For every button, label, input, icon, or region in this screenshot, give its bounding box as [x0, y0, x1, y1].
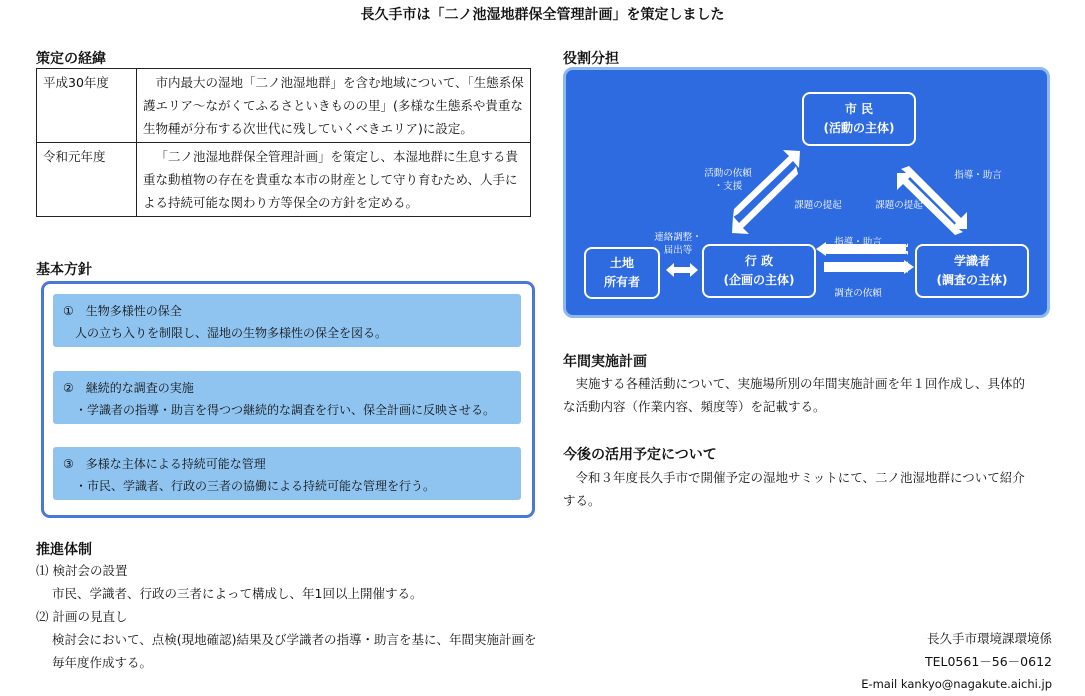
label-guidance-mid: 指導・助言	[834, 237, 882, 248]
policy-item-title: ③ 多様な主体による持続可能な管理	[63, 457, 266, 471]
node-role: (調査の主体)	[936, 273, 1008, 287]
arrow-owner-admin	[666, 263, 698, 277]
node-name: 行 政	[744, 254, 774, 268]
history-table	[36, 68, 531, 217]
node-admin	[702, 244, 816, 298]
annual-heading: 年間実施計画	[563, 354, 647, 370]
contact-dept: 長久手市環境課環境係	[926, 631, 1052, 646]
arrow-shaft	[824, 262, 906, 272]
node-role: (活動の主体)	[823, 121, 895, 135]
page-title: 長久手市は「二ノ池湿地群保全管理計画」を策定しました	[360, 7, 725, 23]
label-activity-request: 活動の依頼 ・支援	[704, 168, 752, 192]
label-liaison: 連絡調整・ 届出等	[654, 232, 702, 256]
history-text: 市内最大の湿地「二ノ池湿地群」を含む地域について、「生態系保護エリア～ながくてふるさといきものの里」(多様な生態系や貴重な生物種が分布する次世代に残していくべきエリア)に設定。	[137, 69, 531, 143]
policy-item-title: ① 生物多様性の保全	[63, 304, 182, 318]
policy-item	[53, 447, 521, 500]
future-heading: 今後の活用予定について	[563, 447, 717, 463]
policy-item	[53, 294, 521, 347]
table-row	[37, 69, 531, 143]
contact-email: E-mail kankyo@nagakute.aichi.jp	[861, 677, 1052, 691]
contact-tel: TEL0561－56－0612	[924, 654, 1052, 669]
label-proposal-left: 課題の提起	[794, 200, 842, 211]
structure-item-title: ⑵ 計画の見直し	[36, 609, 128, 624]
structure-item-body: 検討会において、点検(現地確認)結果及び学識者の指導・助言を基に、年間実施計画を毎年度作成する。	[52, 632, 537, 670]
structure-heading: 推進体制	[36, 542, 92, 558]
policy-item-desc: 人の立ち入りを制限し、湿地の生物多様性の保全を図る。	[75, 326, 388, 340]
roles-diagram	[563, 67, 1050, 318]
label-proposal-right: 課題の提起	[875, 200, 923, 211]
history-year: 令和元年度	[37, 143, 137, 217]
node-citizen	[802, 92, 916, 146]
table-row	[37, 143, 531, 217]
node-expert	[915, 244, 1029, 298]
policy-item-desc: ・学識者の指導・助言を得つつ継続的な調査を行い、保全計画に反映させる。	[75, 403, 496, 417]
label-guidance-top: 指導・助言	[954, 170, 1002, 181]
history-text: 「二ノ池湿地群保全管理計画」を策定し、本湿地群に生息する貴重な動植物の存在を貴重な本市の財産として守り育むため、人手による持続可能な関わり方等保全の方針を定める。	[137, 143, 531, 217]
structure-item-title: ⑴ 検討会の設置	[36, 563, 128, 578]
annual-body: 実施する各種活動について、実施場所別の年間実施計画を年１回作成し、具体的な活動内容（作業内容、頻度等）を記載する。	[563, 376, 1026, 414]
node-name: 学識者	[953, 254, 990, 268]
contact-block	[820, 627, 1052, 696]
node-name: 土地	[609, 256, 634, 270]
structure-list	[36, 559, 546, 674]
structure-item-body: 市民、学識者、行政の三者によって構成し、年1回以上開催する。	[52, 586, 423, 601]
node-role: (企画の主体)	[723, 273, 795, 287]
future-body: 令和３年度長久手市で開催予定の湿地サミットにて、二ノ池湿地群について紹介する。	[563, 470, 1025, 508]
node-name: 市 民	[844, 102, 874, 116]
policy-item-title: ② 継続的な調査の実施	[63, 381, 194, 395]
history-heading: 策定の経緯	[36, 51, 106, 67]
node-owner	[584, 247, 660, 299]
policy-item-desc: ・市民、学識者、行政の三者の協働による持続可能な管理を行う。	[75, 479, 436, 493]
label-survey-request: 調査の依頼	[834, 288, 882, 299]
policy-heading: 基本方針	[36, 262, 92, 278]
node-role: 所有者	[603, 275, 640, 289]
roles-heading: 役割分担	[563, 51, 619, 67]
policy-item	[53, 371, 521, 424]
history-year: 平成30年度	[37, 69, 137, 143]
